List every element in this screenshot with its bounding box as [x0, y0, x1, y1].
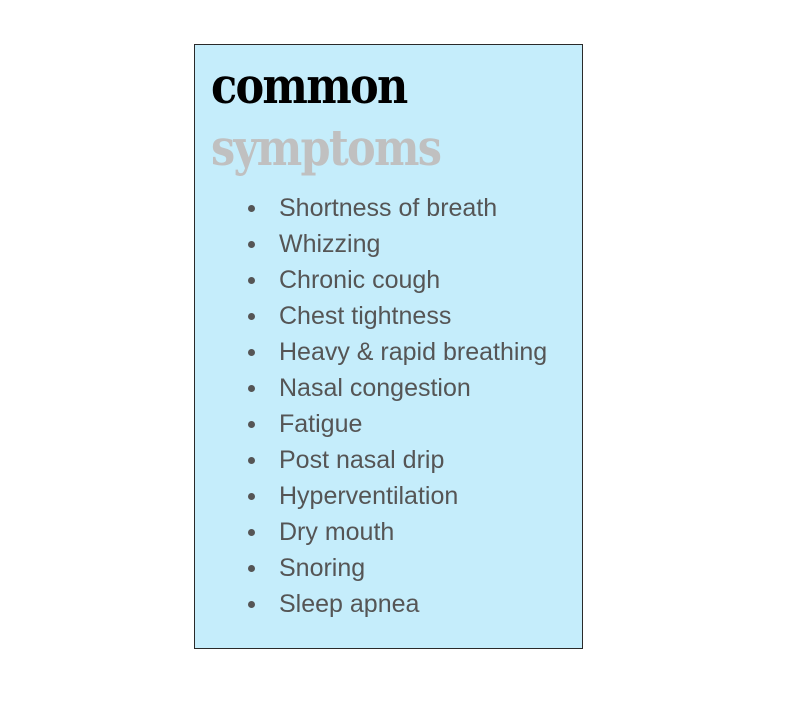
- symptom-label: Shortness of breath: [279, 194, 498, 222]
- symptom-label: Nasal congestion: [279, 374, 471, 402]
- bullet-icon: [248, 349, 255, 356]
- symptom-label: Post nasal drip: [279, 446, 445, 474]
- symptom-label: Heavy & rapid breathing: [279, 338, 548, 366]
- bullet-icon: [248, 457, 255, 464]
- symptom-label: Hyperventilation: [279, 482, 459, 510]
- title-symptoms: symptoms: [211, 118, 441, 177]
- bullet-icon: [248, 493, 255, 500]
- symptom-label: Fatigue: [279, 410, 363, 438]
- title-common: common: [211, 56, 407, 115]
- bullet-icon: [248, 277, 255, 284]
- symptoms-card: [194, 44, 583, 649]
- symptom-label: Whizzing: [279, 230, 381, 258]
- bullet-icon: [248, 565, 255, 572]
- bullet-icon: [248, 385, 255, 392]
- bullet-icon: [248, 529, 255, 536]
- bullet-icon: [248, 421, 255, 428]
- symptom-label: Dry mouth: [279, 518, 395, 546]
- symptom-label: Chest tightness: [279, 302, 452, 330]
- symptom-label: Chronic cough: [279, 266, 441, 294]
- bullet-icon: [248, 205, 255, 212]
- symptom-label: Sleep apnea: [279, 590, 420, 618]
- bullet-icon: [248, 313, 255, 320]
- symptom-label: Snoring: [279, 554, 366, 582]
- bullet-icon: [248, 601, 255, 608]
- bullet-icon: [248, 241, 255, 248]
